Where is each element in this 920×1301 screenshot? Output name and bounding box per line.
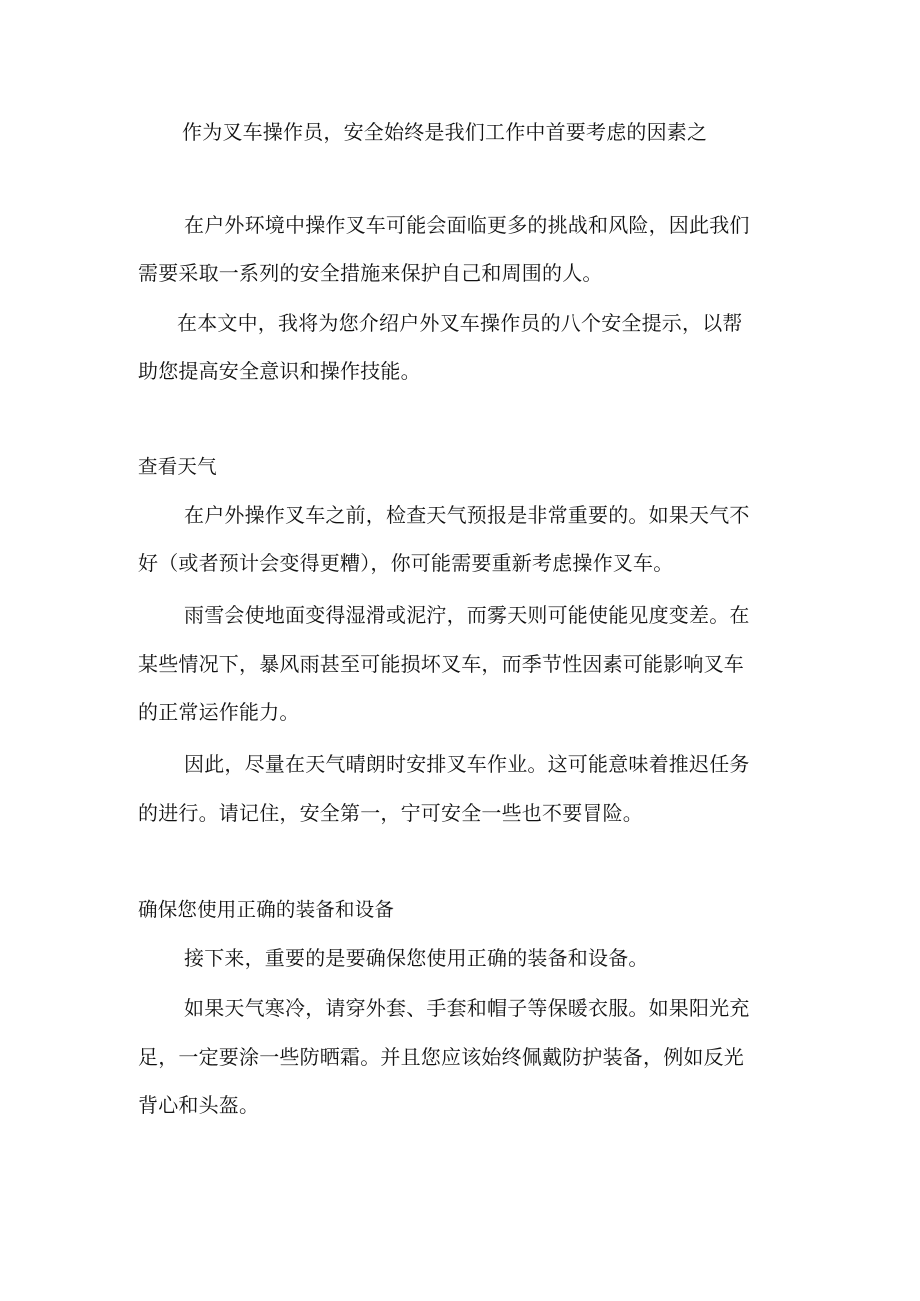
section-heading-weather: 查看天气 <box>138 455 217 478</box>
section-heading-equipment: 确保您使用正确的装备和设备 <box>138 898 395 921</box>
paragraph-line: 背心和头盔。 <box>138 1093 260 1117</box>
paragraph-line: 接下来，重要的是要确保您使用正确的装备和设备。 <box>184 946 649 970</box>
paragraph-line: 足，一定要涂一些防晒霜。并且您应该始终佩戴防护装备，例如反光 <box>138 1045 744 1069</box>
paragraph-line: 的进行。请记住，安全第一，宁可安全一些也不要冒险。 <box>138 801 643 825</box>
paragraph-line: 在户外操作叉车之前，检查天气预报是非常重要的。如果天气不 <box>184 503 750 527</box>
intro-text-line: 作为叉车操作员，安全始终是我们工作中首要考虑的因素之 <box>182 120 708 144</box>
paragraph-line: 雨雪会使地面变得湿滑或泥泞，而雾天则可能使能见度变差。在 <box>184 603 750 627</box>
paragraph-line: 某些情况下，暴风雨甚至可能损坏叉车，而季节性因素可能影响叉车 <box>138 652 744 676</box>
paragraph-line: 在户外环境中操作叉车可能会面临更多的挑战和风险，因此我们 <box>184 213 750 237</box>
paragraph-line: 如果天气寒冷，请穿外套、手套和帽子等保暖衣服。如果阳光充 <box>184 996 750 1020</box>
paragraph-line: 助您提高安全意识和操作技能。 <box>138 359 421 383</box>
paragraph-line: 的正常运作能力。 <box>138 700 300 724</box>
paragraph-line: 需要采取一系列的安全措施来保护自己和周围的人。 <box>138 261 603 285</box>
paragraph-line: 好（或者预计会变得更糟），你可能需要重新考虑操作叉车。 <box>138 551 674 575</box>
paragraph-line: 因此，尽量在天气晴朗时安排叉车作业。这可能意味着推迟任务 <box>184 752 750 776</box>
paragraph-line: 在本文中，我将为您介绍户外叉车操作员的八个安全提示，以帮 <box>177 311 743 335</box>
